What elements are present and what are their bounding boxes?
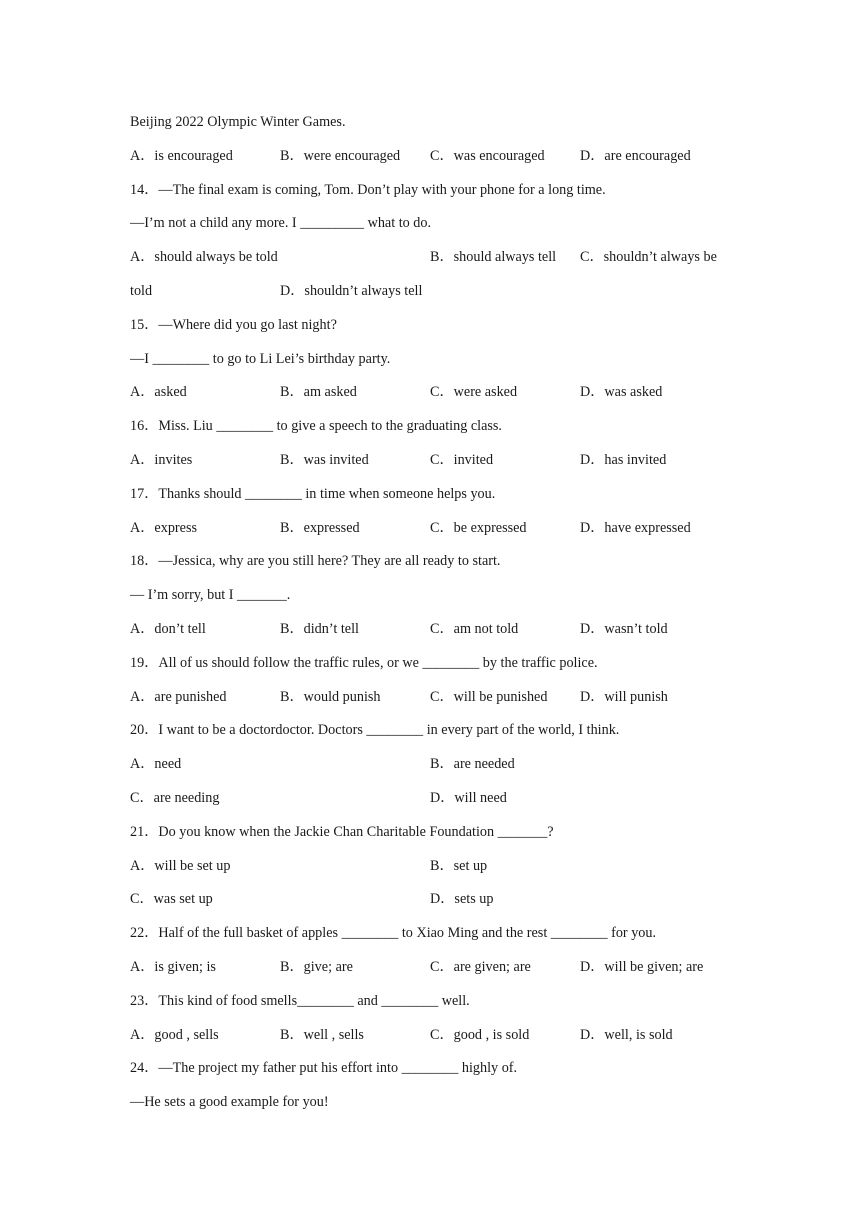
q17-stem: 17．Thanks should ________ in time when someone helps you. [130,485,496,502]
q21-option-c: C．was set up [130,891,213,908]
q14-option-a: A．should always be told [130,249,278,266]
q15-option-b: B．am asked [280,384,357,401]
q17-options [130,518,750,552]
q21-options-row2 [130,889,750,923]
q18-options [130,619,750,653]
q23-option-b: B．well , sells [280,1026,364,1043]
q21-options-row1 [130,856,750,890]
q14-option-d: D．shouldn’t always tell [280,282,423,299]
q19-option-d: D．will punish [580,688,668,705]
q18-option-d: D．wasn’t told [580,620,668,637]
q18-option-a: A．don’t tell [130,620,206,637]
q20-option-a: A．need [130,756,182,773]
q21-stem: 21．Do you know when the Jackie Chan Charitable Foundation _______? [130,823,554,840]
q20-options-row2 [130,788,750,822]
q23-options [130,1025,750,1059]
q23-option-d: D．well, is sold [580,1026,673,1043]
q22-options [130,957,750,991]
q15-option-d: D．was asked [580,384,663,401]
q15-stem: 15．—Where did you go last night? [130,316,337,333]
q21-option-a: A．will be set up [130,857,231,874]
q18-stem: 18．—Jessica, why are you still here? They are all ready to start. [130,553,501,570]
intro-line: Beijing 2022 Olympic Winter Games. [130,114,346,130]
q20-stem: 20．I want to be a doctordoctor. Doctors ________ in every part of the world, I think. [130,722,620,739]
q13-options [130,146,750,180]
q16-option-d: D．has invited [580,451,667,468]
q19-stem: 19．All of us should follow the traffic rules, or we ________ by the traffic police. [130,654,598,671]
q23-option-a: A．good , sells [130,1026,219,1043]
q14-reply: —I’m not a child any more. I _________ what to do. [130,215,432,232]
q24-stem: 24．—The project my father put his effort into ________ highly of. [130,1060,518,1077]
q15-option-a: A．asked [130,384,187,401]
q17-option-a: A．express [130,519,197,536]
q16-option-a: A．invites [130,451,193,468]
q22-option-b: B．give; are [280,958,353,975]
q14-options-row1 [130,247,750,281]
q22-option-c: C．are given; are [430,958,531,975]
q20-option-d: D．will need [430,789,507,806]
q20-option-b: B．are needed [430,756,515,773]
q16-stem: 16．Miss. Liu ________ to give a speech to the graduating class. [130,418,502,435]
exam-page [130,112,750,1126]
q14-option-b: B．should always tell [430,249,557,266]
q14-stem: 14．—The final exam is coming, Tom. Don’t play with your phone for a long time. [130,181,606,198]
q24-reply: —He sets a good example for you! [130,1094,329,1111]
q17-option-d: D．have expressed [580,519,691,536]
q19-option-c: C．will be punished [430,688,548,705]
q17-option-b: B．expressed [280,519,360,536]
q22-option-a: A．is given; is [130,958,216,975]
q13-option-c: C．was encouraged [430,147,545,164]
q21-option-d: D．sets up [430,891,494,908]
q23-stem: 23．This kind of food smells________ and ________ well. [130,992,470,1009]
q13-option-a: A．is encouraged [130,147,233,164]
q16-option-b: B．was invited [280,451,369,468]
q19-option-b: B．would punish [280,688,381,705]
q20-options-row1 [130,754,750,788]
q13-option-b: B．were encouraged [280,147,401,164]
q13-option-d: D．are encouraged [580,147,691,164]
q20-option-c: C．are needing [130,789,220,806]
q14-option-c: C．shouldn’t always be [580,249,717,266]
q15-options [130,382,750,416]
q23-option-c: C．good , is sold [430,1026,530,1043]
q16-option-c: C．invited [430,451,494,468]
q19-option-a: A．are punished [130,688,227,705]
q22-option-d: D．will be given; are [580,958,704,975]
q18-option-c: C．am not told [430,620,519,637]
q17-option-c: C．be expressed [430,519,527,536]
q18-reply: — I’m sorry, but I _______. [130,587,291,604]
q14-option-c-cont: told [130,282,153,299]
q15-reply: —I ________ to go to Li Lei’s birthday party. [130,350,391,367]
q15-option-c: C．were asked [430,384,518,401]
q16-options [130,450,750,484]
q21-option-b: B．set up [430,857,488,874]
q22-stem: 22．Half of the full basket of apples ________ to Xiao Ming and the rest ________ for you. [130,925,657,942]
q18-option-b: B．didn’t tell [280,620,359,637]
q14-options-row2 [130,281,750,315]
q19-options [130,687,750,721]
